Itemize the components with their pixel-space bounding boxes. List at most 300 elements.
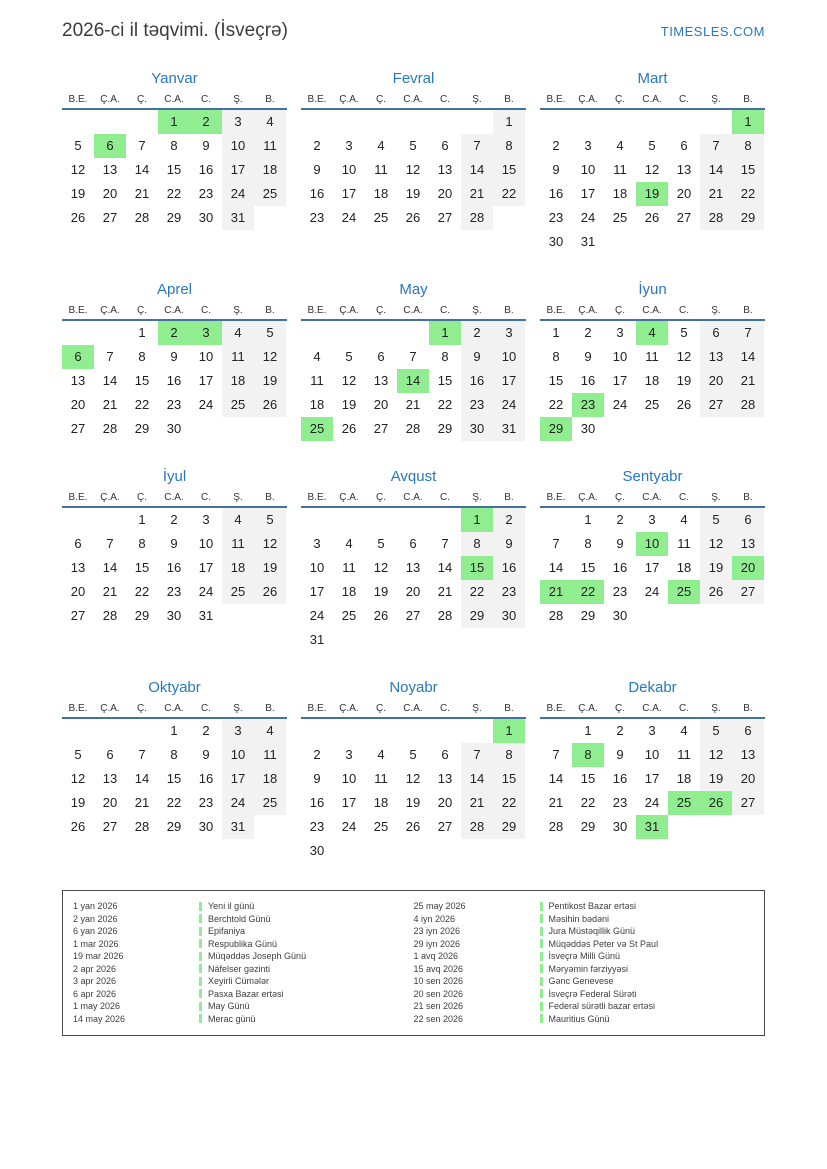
days-grid [540, 321, 765, 441]
legend-holiday-name: Näfelser gəzinti [208, 963, 271, 974]
day-cell: 29 [580, 819, 596, 834]
day-cell: 5 [409, 138, 417, 153]
holiday-legend [62, 890, 765, 1036]
empty-cell [62, 321, 94, 345]
day-cell: 19 [70, 186, 86, 201]
weekday-header: Ş. [233, 305, 243, 316]
legend-holiday-name: Federal sürətli bazar ertəsi [548, 1001, 656, 1012]
day-cell-holiday: 25 [668, 580, 700, 604]
day-cell: 19 [254, 369, 286, 393]
weekday-header: Ç.A. [100, 703, 120, 714]
day-cell: 28 [700, 206, 732, 230]
weekday-header: Ç. [376, 305, 386, 316]
day-cell: 8 [170, 747, 178, 762]
day-cell: 5 [377, 536, 385, 551]
month-title[interactable]: Mart [637, 70, 668, 87]
day-cell: 21 [437, 584, 453, 599]
day-cell: 14 [134, 771, 150, 786]
day-cell: 6 [732, 719, 764, 743]
holiday-marker-bar [540, 902, 543, 911]
day-cell-holiday: 29 [540, 417, 572, 441]
day-cell: 3 [648, 512, 656, 527]
day-cell: 15 [166, 771, 182, 786]
legend-date: 2 yan 2026 [73, 913, 118, 924]
legend-date: 19 mar 2026 [73, 951, 124, 962]
weekday-header: C. [679, 94, 689, 105]
day-cell: 25 [612, 210, 628, 225]
day-cell: 19 [405, 795, 421, 810]
days-grid [62, 321, 287, 441]
weekday-header: B. [504, 703, 514, 714]
legend-date: 25 may 2026 [413, 901, 466, 912]
day-cell: 12 [70, 162, 86, 177]
days-grid [540, 719, 765, 839]
month-i̇yul [62, 468, 287, 652]
holiday-marker-bar [540, 952, 543, 961]
day-cell-holiday: 19 [636, 182, 668, 206]
weekday-header: Ç. [615, 94, 625, 105]
day-cell: 12 [254, 345, 286, 369]
day-cell: 11 [342, 560, 356, 575]
day-cell: 16 [461, 369, 493, 393]
day-cell: 26 [70, 210, 86, 225]
holiday-marker-bar [540, 914, 543, 923]
weekday-header: B.E. [307, 305, 327, 316]
empty-cell [94, 719, 126, 743]
weekday-header: Ş. [711, 492, 721, 503]
day-cell: 14 [102, 373, 118, 388]
day-cell: 3 [493, 321, 525, 345]
weekday-header: C.A. [164, 94, 184, 105]
weekday-header: B.E. [546, 94, 566, 105]
legend-date: 2 apr 2026 [73, 963, 117, 974]
empty-cell [94, 321, 126, 345]
day-cell: 29 [461, 604, 493, 628]
day-cell: 12 [405, 771, 421, 786]
day-cell: 5 [254, 508, 286, 532]
day-cell: 24 [644, 795, 660, 810]
weekday-header: C.A. [642, 703, 662, 714]
day-cell: 29 [134, 421, 150, 436]
month-yanvar [62, 70, 287, 254]
day-cell: 11 [677, 536, 691, 551]
weekday-header: C.A. [164, 703, 184, 714]
day-cell: 4 [313, 349, 321, 364]
day-cell: 23 [198, 186, 214, 201]
day-cell: 4 [254, 110, 286, 134]
legend-row [414, 988, 755, 1001]
day-cell: 6 [74, 536, 82, 551]
day-cell: 4 [222, 508, 254, 532]
day-cell-holiday: 15 [461, 556, 493, 580]
day-cell: 13 [102, 771, 118, 786]
weekday-header: C.A. [164, 305, 184, 316]
day-cell-holiday: 31 [636, 815, 668, 839]
day-cell: 9 [313, 162, 321, 177]
day-cell: 12 [70, 771, 86, 786]
day-cell: 2 [552, 138, 560, 153]
day-cell: 25 [644, 397, 660, 412]
day-cell: 14 [548, 771, 564, 786]
weekday-header: Ç.A. [578, 305, 598, 316]
legend-date: 21 sen 2026 [413, 1001, 464, 1012]
day-cell: 3 [313, 536, 321, 551]
day-cell: 15 [134, 373, 150, 388]
day-cell: 6 [680, 138, 688, 153]
day-cell: 6 [732, 508, 764, 532]
day-cell: 23 [309, 819, 325, 834]
day-cell: 29 [134, 608, 150, 623]
day-cell: 7 [461, 134, 493, 158]
weekday-header: C. [679, 305, 689, 316]
weekday-header-row [62, 703, 287, 719]
day-cell: 9 [202, 747, 210, 762]
weekday-header: C.A. [642, 94, 662, 105]
day-cell: 6 [700, 321, 732, 345]
day-cell: 20 [437, 795, 453, 810]
day-cell: 8 [441, 349, 449, 364]
month-sentyabr [540, 468, 765, 652]
day-cell: 13 [70, 373, 86, 388]
month-title[interactable]: İyul [162, 468, 187, 485]
day-cell-holiday: 1 [461, 508, 493, 532]
day-cell: 20 [102, 795, 118, 810]
day-cell: 30 [198, 210, 214, 225]
month-title[interactable]: May [399, 281, 428, 298]
legend-row [73, 975, 414, 988]
day-cell: 17 [493, 369, 525, 393]
day-cell: 22 [493, 182, 525, 206]
day-cell: 14 [461, 158, 493, 182]
day-cell: 24 [612, 397, 628, 412]
day-cell-holiday: 4 [636, 321, 668, 345]
day-cell: 13 [732, 743, 764, 767]
day-cell: 27 [102, 819, 118, 834]
day-cell: 28 [548, 819, 564, 834]
weekday-header: Ç. [137, 492, 147, 503]
weekday-header: B.E. [307, 703, 327, 714]
weekday-header: Ç.A. [578, 703, 598, 714]
weekday-header: Ş. [472, 703, 482, 714]
legend-date: 6 yan 2026 [73, 926, 118, 937]
day-cell: 26 [676, 397, 692, 412]
day-cell: 25 [341, 608, 357, 623]
weekday-header: B.E. [307, 94, 327, 105]
day-cell: 16 [493, 556, 525, 580]
day-cell: 3 [616, 325, 624, 340]
day-cell: 1 [584, 512, 592, 527]
holiday-marker-bar [540, 1014, 543, 1023]
holiday-marker-bar [199, 902, 202, 911]
day-cell: 6 [409, 536, 417, 551]
day-cell: 27 [102, 210, 118, 225]
day-cell: 26 [644, 210, 660, 225]
weekday-header: Ç. [137, 703, 147, 714]
day-cell: 8 [493, 134, 525, 158]
legend-date: 14 may 2026 [73, 1013, 126, 1024]
day-cell: 18 [309, 397, 325, 412]
day-cell: 11 [222, 345, 254, 369]
day-cell: 7 [441, 536, 449, 551]
day-cell: 2 [461, 321, 493, 345]
day-cell: 19 [254, 556, 286, 580]
month-title[interactable]: Aprel [156, 281, 193, 298]
day-cell: 4 [377, 747, 385, 762]
day-cell: 28 [461, 206, 493, 230]
day-cell: 10 [493, 345, 525, 369]
weekday-header: Ş. [711, 305, 721, 316]
day-cell: 5 [254, 321, 286, 345]
day-cell: 14 [102, 560, 118, 575]
weekday-header: C. [201, 94, 211, 105]
day-cell: 14 [437, 560, 453, 575]
day-cell: 24 [309, 608, 325, 623]
empty-cell [461, 110, 493, 134]
day-cell-holiday: 21 [540, 580, 572, 604]
day-cell: 20 [373, 397, 389, 412]
legend-date: 1 yan 2026 [73, 901, 118, 912]
month-title[interactable]: Noyabr [389, 679, 438, 696]
legend-row [73, 1000, 414, 1013]
legend-holiday-name: Gənc Genevese [548, 976, 614, 987]
weekday-header: C. [201, 703, 211, 714]
month-title[interactable]: Oktyabr [148, 679, 201, 696]
day-cell: 15 [166, 162, 182, 177]
day-cell: 23 [309, 210, 325, 225]
month-title[interactable]: Sentyabr [622, 468, 683, 485]
day-cell: 3 [584, 138, 592, 153]
day-cell: 9 [493, 532, 525, 556]
day-cell: 21 [102, 584, 118, 599]
day-cell: 30 [198, 819, 214, 834]
day-cell: 1 [552, 325, 560, 340]
holiday-marker-bar [540, 939, 543, 948]
holiday-marker-bar [540, 927, 543, 936]
day-cell: 11 [374, 771, 388, 786]
days-grid [540, 110, 765, 254]
weekday-header: Ç.A. [578, 94, 598, 105]
holiday-marker-bar [540, 1002, 543, 1011]
day-cell: 8 [732, 134, 764, 158]
day-cell: 18 [676, 771, 692, 786]
day-cell: 27 [437, 210, 453, 225]
day-cell: 29 [580, 608, 596, 623]
day-cell: 17 [198, 373, 214, 388]
day-cell: 18 [254, 767, 286, 791]
legend-row [414, 925, 755, 938]
site-link[interactable]: TIMESLES.COM [660, 24, 765, 39]
day-cell: 30 [166, 608, 182, 623]
day-cell: 24 [222, 791, 254, 815]
empty-cell [333, 508, 365, 532]
day-cell: 22 [580, 795, 596, 810]
empty-cell [572, 110, 604, 134]
day-cell: 13 [102, 162, 118, 177]
day-cell: 17 [222, 767, 254, 791]
month-title[interactable]: Avqust [390, 468, 437, 485]
empty-cell [333, 719, 365, 743]
day-cell: 27 [437, 819, 453, 834]
day-cell: 24 [341, 210, 357, 225]
holiday-marker-bar [199, 914, 202, 923]
legend-holiday-name: May Günü [208, 1001, 250, 1012]
day-cell: 13 [70, 560, 86, 575]
month-title[interactable]: Yanvar [151, 70, 198, 87]
legend-date: 4 iyn 2026 [413, 913, 456, 924]
day-cell: 9 [170, 536, 178, 551]
day-cell: 29 [732, 206, 764, 230]
day-cell: 12 [676, 349, 692, 364]
legend-date: 22 sen 2026 [413, 1013, 464, 1024]
day-cell: 12 [644, 162, 660, 177]
month-may [301, 281, 526, 441]
day-cell: 30 [612, 608, 628, 623]
day-cell: 9 [202, 138, 210, 153]
holiday-marker-bar [199, 989, 202, 998]
day-cell: 2 [493, 508, 525, 532]
day-cell: 27 [732, 580, 764, 604]
weekday-header: Ç.A. [100, 94, 120, 105]
empty-cell [461, 719, 493, 743]
day-cell: 9 [552, 162, 560, 177]
day-cell: 7 [138, 747, 146, 762]
day-cell: 22 [461, 580, 493, 604]
day-cell: 23 [493, 580, 525, 604]
legend-holiday-name: Müqəddəs Peter və St Paul [548, 938, 659, 949]
day-cell: 7 [552, 747, 560, 762]
day-cell-holiday: 3 [190, 321, 222, 345]
weekday-header: C.A. [403, 492, 423, 503]
day-cell: 16 [198, 162, 214, 177]
day-cell: 26 [254, 393, 286, 417]
day-cell: 7 [138, 138, 146, 153]
day-cell: 14 [732, 345, 764, 369]
month-title[interactable]: Dekabr [628, 679, 677, 696]
day-cell: 10 [341, 162, 357, 177]
days-grid [301, 321, 526, 441]
weekday-header: C.A. [642, 492, 662, 503]
day-cell: 24 [644, 584, 660, 599]
day-cell: 2 [584, 325, 592, 340]
weekday-header: C.A. [403, 703, 423, 714]
empty-cell [540, 719, 572, 743]
day-cell: 27 [676, 210, 692, 225]
day-cell: 25 [373, 210, 389, 225]
weekday-header: C. [679, 703, 689, 714]
legend-holiday-name: Epifaniya [208, 926, 246, 937]
day-cell: 21 [461, 791, 493, 815]
empty-cell [397, 508, 429, 532]
day-cell: 16 [612, 560, 628, 575]
day-cell: 17 [580, 186, 596, 201]
legend-holiday-name: Müqəddəs Joseph Günü [208, 951, 307, 962]
legend-date: 1 may 2026 [73, 1001, 121, 1012]
day-cell: 25 [373, 819, 389, 834]
day-cell: 2 [170, 512, 178, 527]
weekday-header: Ç. [376, 492, 386, 503]
day-cell: 5 [648, 138, 656, 153]
weekday-header: Ç. [376, 703, 386, 714]
day-cell: 11 [310, 373, 324, 388]
day-cell-holiday: 25 [668, 791, 700, 815]
day-cell-holiday: 6 [62, 345, 94, 369]
day-cell: 22 [134, 397, 150, 412]
day-cell-holiday: 8 [572, 743, 604, 767]
legend-row [73, 925, 414, 938]
empty-cell [397, 321, 429, 345]
weekday-header: Ş. [233, 703, 243, 714]
day-cell: 3 [345, 138, 353, 153]
day-cell: 9 [313, 771, 321, 786]
day-cell: 19 [341, 397, 357, 412]
day-cell: 10 [222, 134, 254, 158]
day-cell: 12 [341, 373, 357, 388]
days-grid [62, 719, 287, 839]
weekday-header: C. [440, 492, 450, 503]
day-cell: 10 [198, 536, 214, 551]
day-cell-holiday: 2 [190, 110, 222, 134]
day-cell: 15 [493, 158, 525, 182]
day-cell: 5 [700, 508, 732, 532]
day-cell: 7 [700, 134, 732, 158]
legend-holiday-name: Jura Müstəqillik Günü [548, 926, 636, 937]
month-title[interactable]: İyun [638, 281, 667, 298]
day-cell: 12 [373, 560, 389, 575]
day-cell: 22 [548, 397, 564, 412]
day-cell: 20 [70, 584, 86, 599]
month-noyabr [301, 679, 526, 863]
month-mart [540, 70, 765, 254]
day-cell: 25 [222, 580, 254, 604]
day-cell: 22 [493, 791, 525, 815]
holiday-marker-bar [199, 1002, 202, 1011]
days-grid [301, 110, 526, 230]
weekday-header: Ş. [711, 703, 721, 714]
day-cell: 9 [584, 349, 592, 364]
empty-cell [94, 508, 126, 532]
day-cell: 4 [222, 321, 254, 345]
empty-cell [540, 508, 572, 532]
day-cell: 24 [222, 182, 254, 206]
legend-row [73, 913, 414, 926]
empty-cell [429, 110, 461, 134]
page-header [62, 20, 765, 42]
day-cell: 28 [548, 608, 564, 623]
month-oktyabr [62, 679, 287, 863]
month-title[interactable]: Fevral [392, 70, 435, 87]
legend-holiday-name: Mauritius Günü [548, 1013, 610, 1024]
empty-cell [429, 719, 461, 743]
empty-cell [94, 110, 126, 134]
day-cell: 17 [612, 373, 628, 388]
day-cell: 18 [612, 186, 628, 201]
day-cell: 29 [166, 819, 182, 834]
empty-cell [604, 110, 636, 134]
day-cell: 13 [373, 373, 389, 388]
day-cell-holiday: 1 [158, 110, 190, 134]
day-cell: 20 [732, 767, 764, 791]
weekday-header: B. [743, 94, 753, 105]
day-cell: 22 [134, 584, 150, 599]
day-cell: 10 [341, 771, 357, 786]
empty-cell [301, 719, 333, 743]
day-cell: 21 [134, 186, 150, 201]
weekday-header: C.A. [403, 305, 423, 316]
day-cell: 13 [700, 345, 732, 369]
day-cell: 5 [74, 138, 82, 153]
legend-row [414, 975, 755, 988]
day-cell: 31 [493, 417, 525, 441]
